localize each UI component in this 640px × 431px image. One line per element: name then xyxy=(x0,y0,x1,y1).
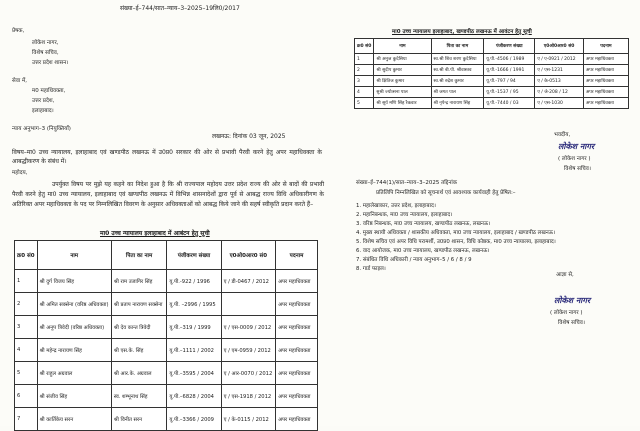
cell-father: श्री आर.के. अग्रवाल xyxy=(111,362,167,385)
lucknow-header-name: नाम xyxy=(374,39,431,54)
cell-father: श्री देव कान्त त्रिवेदी xyxy=(111,316,167,339)
cell-aor: ए / ए-0921 / 2012 xyxy=(535,54,583,65)
main-header-father: पिता का नाम xyxy=(111,241,167,270)
cell-serial: 3 xyxy=(15,316,38,339)
cell-designation: अपर महाधिवक्ता xyxy=(583,98,628,109)
cell-serial: 5 xyxy=(15,362,38,385)
lucknow-table-row xyxy=(355,87,629,98)
cell-aor: ए / एस-1231 xyxy=(535,65,583,76)
copy-signatory-name: ( लोकेश नागर ) xyxy=(550,310,583,316)
cell-aor: ए / डी-0467 / 2012 xyxy=(221,270,276,293)
cell-name: श्री सूर्य मणि सिंह रैकवार xyxy=(374,98,431,109)
main-table-row xyxy=(15,385,318,408)
lucknow-table-row xyxy=(355,98,629,109)
cell-registration: यू.पी.-1537 / 95 xyxy=(484,87,535,98)
list-item: 2. महानिबन्धक, मा0 उच्च न्यायालय, इलाहाबाद। xyxy=(356,212,453,218)
lucknow-header-designation: पदनाम xyxy=(583,39,628,54)
cell-serial: 6 xyxy=(15,385,38,408)
cell-designation: अपर महाधिवक्ता xyxy=(276,316,318,339)
cell-name: श्री राहुल अग्रवाल xyxy=(37,362,111,385)
lucknow-header-father: पिता का नाम xyxy=(431,39,484,54)
cell-father: श्री एस.के. सिंह xyxy=(111,339,167,362)
cell-designation: अपर महाधिवक्ता xyxy=(276,362,318,385)
copy-ref-number: संख्या–ई–744(1)/सात–न्याय–3–2025 तद्दिनांक xyxy=(356,180,458,186)
cell-registration: यू.पी.–6828 / 2004 xyxy=(167,385,221,408)
cell-name: श्री अनुज कुदेसिया xyxy=(374,54,431,65)
cell-serial: 2 xyxy=(355,65,374,76)
cell-serial: 2 xyxy=(15,293,38,316)
letter-date: लखनऊ: दिनांक 03 जून, 2025 xyxy=(212,133,286,140)
main-table-row xyxy=(15,362,318,385)
sender-label: प्रेषक, xyxy=(12,28,25,34)
sender-line-2: विशेष सचिव, xyxy=(32,50,59,56)
salutation: महोदय, xyxy=(12,170,28,176)
cell-name: श्री अमित सक्सेना (वरिष्ठ अधिवक्ता) xyxy=(37,293,111,316)
signatory-designation: विशेष सचिव। xyxy=(564,166,591,172)
cell-father: श्री जगत पाल xyxy=(431,87,484,98)
closing-text: भवदीय, xyxy=(554,132,571,138)
main-header-name: नाम xyxy=(37,241,111,270)
cell-registration: यू.पी.-1666 / 1991 xyxy=(484,65,535,76)
cell-serial: 4 xyxy=(355,87,374,98)
cell-registration: यू.पी.–3595 / 2004 xyxy=(167,362,221,385)
list-item: 3. वरिष्ठ निबन्धक, मा0 उच्च न्यायालय, खण्डपीठ लखनऊ, लखनऊ। xyxy=(356,221,491,227)
recipient-line-1: म0 महाधिवक्ता, xyxy=(32,88,66,94)
lucknow-allocation-table xyxy=(354,38,629,109)
cell-aor: ए / एम-0959 / 2012 xyxy=(221,339,276,362)
cell-designation: अपर महाधिवक्ता xyxy=(583,87,628,98)
order-label: आज्ञा से, xyxy=(556,272,574,278)
cell-name: सुश्री ज्योत्सना पाल xyxy=(374,87,431,98)
recipient-label: सेवा में, xyxy=(12,78,27,84)
letter-ref-number: संख्या–ई–744/सात–न्याय–3–2025–19लि0/2017 xyxy=(120,5,240,12)
list-item: 1. महालेखाकार, उत्तर प्रदेश, इलाहाबाद। xyxy=(356,203,436,209)
list-item: 4. मुख्य स्थायी अधिवक्ता / शासकीय अधिवक्ता, मा0 उच्च न्यायालय, इलाहाबाद / खण्डपीठ लखनऊ। xyxy=(356,230,556,236)
recipient-line-3: इलाहाबाद। xyxy=(32,108,54,114)
main-allocation-table xyxy=(14,240,318,431)
cell-aor: ए / के-0115 / 2012 xyxy=(221,408,276,431)
cell-name: श्री अनूप त्रिवेदी (वरिष्ठ अधिवक्ता) xyxy=(37,316,111,339)
cell-aor: ए / एस-0009 / 2012 xyxy=(221,316,276,339)
cell-registration: यू.पी.–3366 / 2009 xyxy=(167,408,221,431)
cell-name: श्री संजीव सिंह xyxy=(37,385,111,408)
copy-signature-handwritten: लोकेश नागर xyxy=(554,295,591,305)
main-header-designation: पदनाम xyxy=(276,241,318,270)
cell-serial: 1 xyxy=(15,270,38,293)
copy-signatory-designation: विशेष सचिव। xyxy=(558,320,585,326)
cell-father: स्व.श्री शिव शरण कुदेसिया xyxy=(431,54,484,65)
cell-father: श्री नृपेन्द्र नारायण सिंह xyxy=(431,98,484,109)
cell-serial: 1 xyxy=(355,54,374,65)
cell-registration: यू.पी. –2996 / 1995 xyxy=(167,293,221,316)
cell-father: स्व.श्री रुद्रेश कुमार xyxy=(431,76,484,87)
main-table-row xyxy=(15,316,318,339)
lucknow-header-serial: क्र0 सं0 xyxy=(355,39,374,54)
cell-registration: यू.पी.–1111 / 2002 xyxy=(167,339,221,362)
cell-designation: अपर महाधिवक्ता xyxy=(583,76,628,87)
cell-father: श्री राम उजागिर सिंह xyxy=(111,270,167,293)
cell-registration: यू.पी.–319 / 1999 xyxy=(167,316,221,339)
lucknow-table-row xyxy=(355,65,629,76)
cell-serial: 5 xyxy=(355,98,374,109)
main-table-row xyxy=(15,408,318,431)
main-header-aor: ए0ओ0आर0 सं0 xyxy=(221,241,276,270)
cell-designation: अपर महाधिवक्ता xyxy=(583,54,628,65)
cell-registration: यू.पी.-7440 / 03 xyxy=(484,98,535,109)
list-item: 7. संबंधित विधि अधिकारी / न्याय अनुभाग–5 / 6 / 8 / 9 xyxy=(356,257,472,263)
cell-aor xyxy=(221,293,276,316)
cell-serial: 4 xyxy=(15,339,38,362)
cell-aor: ए / एस-1918 / 2012 xyxy=(221,385,276,408)
sender-line-3: उत्तर प्रदेश शासन। xyxy=(32,60,69,66)
cell-aor: ए / जे-208 / 12 xyxy=(535,87,583,98)
lucknow-table-row xyxy=(355,76,629,87)
cell-serial: 7 xyxy=(15,408,38,431)
cell-designation: अपर महाधिवक्ता xyxy=(276,385,318,408)
cell-designation: अपर महाधिवक्ता xyxy=(583,65,628,76)
main-header-serial: क्र0 सं0 xyxy=(15,241,38,270)
signatory-name: ( लोकेश नागर ) xyxy=(558,156,591,162)
lucknow-table-header-row xyxy=(355,39,629,54)
cell-registration: यू.पी.-797 / 94 xyxy=(484,76,535,87)
cell-name: श्री कार्तिकेय सरन xyxy=(37,408,111,431)
list-item: 6. वाद आयोजक, मा0 उच्च न्यायालय, खण्डपीठ लखनऊ, लखनऊ। xyxy=(356,248,490,254)
copy-recipient-list xyxy=(356,201,636,273)
recipient-line-2: उत्तर प्रदेश, xyxy=(32,98,55,104)
lucknow-table-title: मा0 उच्च न्यायालय इलाहाबाद, खण्डपीठ लखनऊ में आवंटन हेतु सूची xyxy=(392,29,532,35)
sender-line-1: लोकेश नागर, xyxy=(32,40,59,46)
cell-aor: ए / आर-0070 / 2012 xyxy=(221,362,276,385)
cell-registration: यू.पी.-922 / 1996 xyxy=(167,270,221,293)
main-table-row xyxy=(15,270,318,293)
copy-intro: प्रतिलिपि निम्नलिखित को सूचनार्थ एवं आवश्यक कार्यवाही हेतु प्रेषित:– xyxy=(376,190,516,196)
cell-father: श्री विनीत सरन xyxy=(111,408,167,431)
lucknow-header-aor: ए0ओ0आर0 सं0 xyxy=(535,39,583,54)
cell-father: श्री प्रताप नारायण सक्सेना xyxy=(111,293,167,316)
section-label: न्याय अनुभाग–3 (नियुक्तियाँ) xyxy=(12,126,71,132)
main-header-registration: पंजीकरण संख्या xyxy=(167,241,221,270)
lucknow-table-row xyxy=(355,54,629,65)
cell-name: श्री क्षितिज कुमार xyxy=(374,76,431,87)
right-page xyxy=(336,0,640,426)
cell-father: स्व. शम्भूनाथ सिंह xyxy=(111,385,167,408)
cell-designation: अपर महाधिवक्ता xyxy=(276,270,318,293)
letter-subject: विषय–मा0 उच्च न्यायालय, इलाहाबाद एवं खण्डपीठ लखनऊ में उ0प्र0 सरकार की ओर से प्रभावी पैरवी करने हेतु अपर महाधिवक्ता के आबद्धीकरण के संबंध में। xyxy=(12,149,322,165)
letter-body: उपर्युक्त विषय पर मुझे यह कहने का निदेश हुआ है कि श्री राज्यपाल महोदय उत्तर प्रदेश राज्य की ओर से बादों की प्रभावी पैरवी करने हेतु मा0 उच्च न्यायालय, इलाहाबाद एवं खण्डपीठ लखनऊ में विभिन्न शासनादेशों द्वारा पूर्व से आबद्ध राज्य विधि अधिकारीगण के अतिरिक्त अपर महाधिवक्ता के पद पर निम्नलिखित विवरण के अनुसार अधिवक्ताओं को आबद्ध किये जाने की सहर्ष स्वीकृति प्रदान करते हैं– xyxy=(12,181,324,208)
signature-handwritten: लोकेश नागर xyxy=(558,141,595,151)
cell-father: स्व.श्री बी.पी. श्रीवास्तव xyxy=(431,65,484,76)
cell-name: श्री दुर्ग विजय सिंह xyxy=(37,270,111,293)
list-item: 8. गार्ड फाइल। xyxy=(356,266,386,272)
cell-designation: अपर महाधिवक्ता xyxy=(276,293,318,316)
main-table-row xyxy=(15,293,318,316)
list-item: 5. विशेष सचिव एवं अपर विधि परामर्शी, उ0प्र0 शासन, विधि कोष्ठक, मा0 उच्च न्यायालय, इलाहाबाद। xyxy=(356,239,556,245)
main-table-row xyxy=(15,339,318,362)
lucknow-header-registration: पंजीकरण संख्या xyxy=(484,39,535,54)
main-table-header-row xyxy=(15,241,318,270)
cell-aor: ए / एस-1030 xyxy=(535,98,583,109)
cell-name: श्री सुदीप कुमार xyxy=(374,65,431,76)
main-table-title: मा0 उच्च न्यायालय इलाहाबाद में आबंटन हेतु सूची xyxy=(100,230,210,237)
cell-designation: अपर महाधिवक्ता xyxy=(276,339,318,362)
cell-name: श्री महेन्द्र नारायण सिंह xyxy=(37,339,111,362)
cell-registration: यू.पी.-4506 / 1989 xyxy=(484,54,535,65)
cell-serial: 3 xyxy=(355,76,374,87)
cell-aor: ए / के-0513 xyxy=(535,76,583,87)
cell-designation: अपर महाधिवक्ता xyxy=(276,408,318,431)
